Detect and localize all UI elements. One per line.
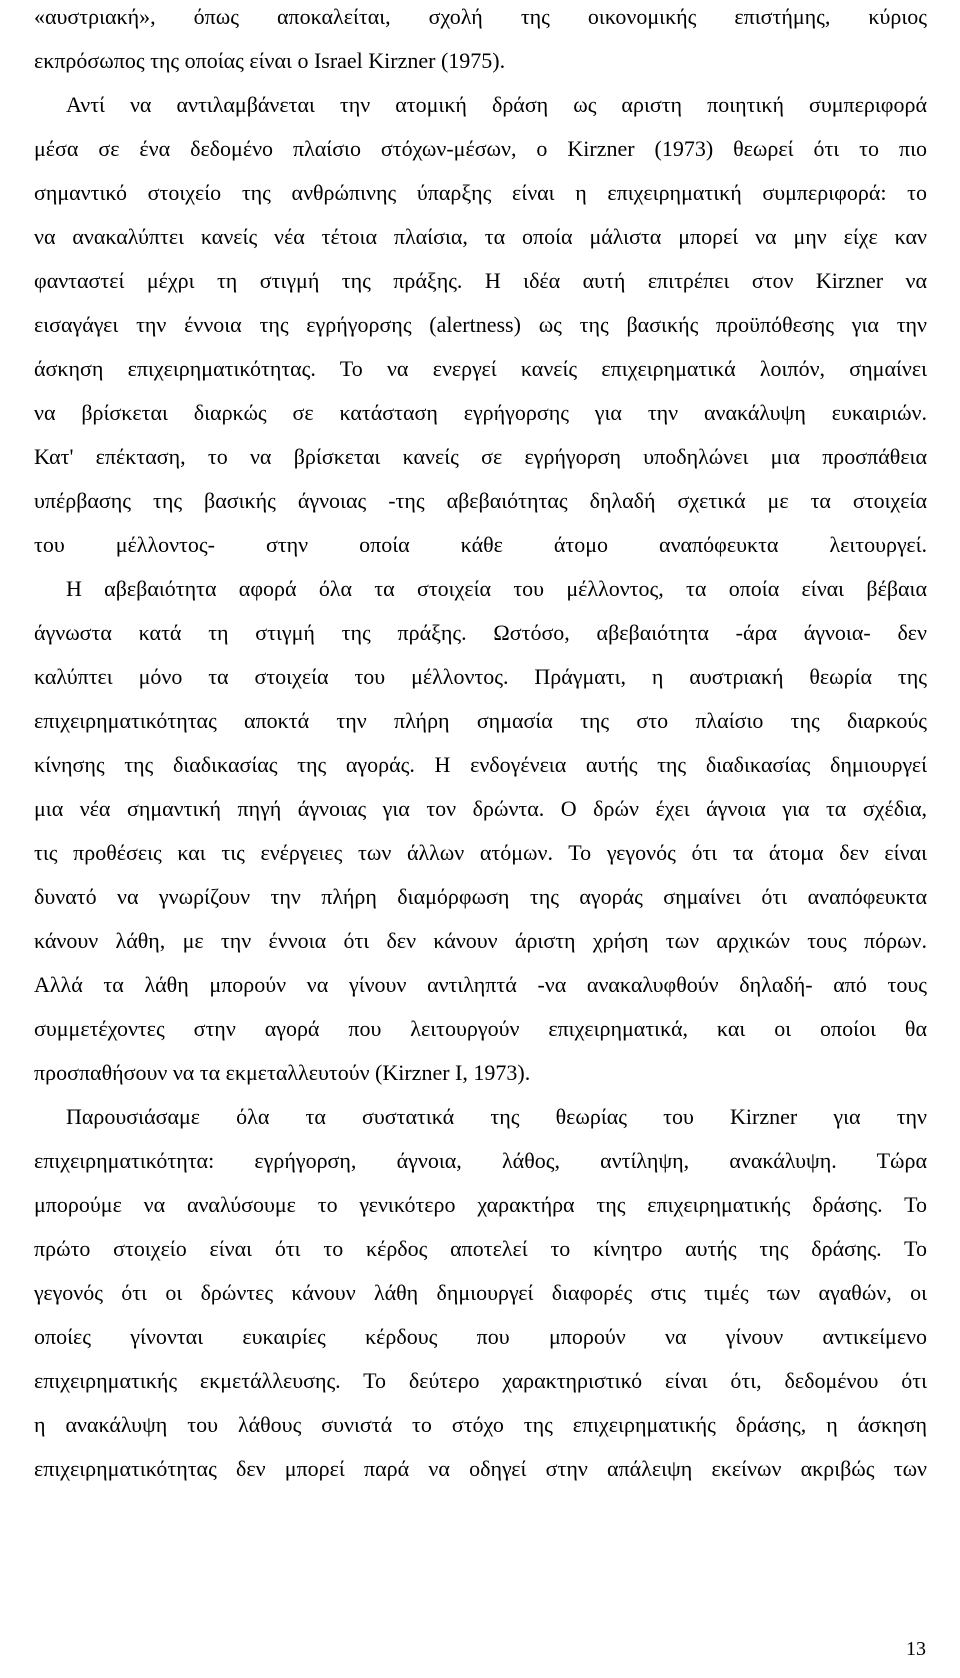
text-line: μέσα σε ένα δεδομένο πλαίσιο στόχων-μέσων, ο Kirzner (1973) θεωρεί ότι το πιο <box>34 136 927 161</box>
text-line: επιχειρηματικότητα: εγρήγορση, άγνοια, λάθος, αντίληψη, ανακάλυψη. Τώρα <box>34 1148 927 1173</box>
text-line: άγνωστα κατά τη στιγμή της πράξης. Ωστόσο, αβεβαιότητα -άρα άγνοια- δεν <box>34 620 927 645</box>
text-line: εκπρόσωπος της οποίας είναι ο Israel Kirzner (1975). <box>34 48 506 73</box>
text-line: καλύπτει μόνο τα στοιχεία του μέλλοντος. Πράγματι, η αυστριακή θεωρία της <box>34 664 927 689</box>
text-line: επιχειρηματικής εκμετάλλευσης. Το δεύτερο χαρακτηριστικό είναι ότι, δεδομένου ότι <box>34 1368 927 1393</box>
text-line: προσπαθήσουν να τα εκμεταλλευτούν (Kirzner I, 1973). <box>34 1060 531 1085</box>
text-line: Παρουσιάσαμε όλα τα συστατικά της θεωρίας του Kirzner για την <box>66 1104 927 1129</box>
text-line: Κατ' επέκταση, το να βρίσκεται κανείς σε εγρήγορση υποδηλώνει μια προσπάθεια <box>34 444 927 469</box>
text-line: τις προθέσεις και τις ενέργειες των άλλων ατόμων. Το γεγονός ότι τα άτομα δεν είναι <box>34 840 927 865</box>
text-line: δυνατό να γνωρίζουν την πλήρη διαμόρφωση της αγοράς σημαίνει ότι αναπόφευκτα <box>34 884 927 909</box>
text-line: του μέλλοντος- στην οποία κάθε άτομο αναπόφευκτα λειτουργεί. <box>34 532 927 557</box>
text-line: η ανακάλυψη του λάθους συνιστά το στόχο της επιχειρηματικής δράσης, η άσκηση <box>34 1412 927 1437</box>
text-line: Αντί να αντιλαμβάνεται την ατομική δράση ως αριστη ποιητική συμπεριφορά <box>66 92 927 117</box>
text-line: να ανακαλύπτει κανείς νέα τέτοια πλαίσια, τα οποία μάλιστα μπορεί να μην είχε καν <box>34 224 927 249</box>
text-line: κίνησης της διαδικασίας της αγοράς. Η ενδογένεια αυτής της διαδικασίας δημιουργεί <box>34 752 927 777</box>
page-number: 13 <box>906 1638 926 1660</box>
text-line: σημαντικό στοιχείο της ανθρώπινης ύπαρξης είναι η επιχειρηματική συμπεριφορά: το <box>34 180 927 205</box>
text-line: επιχειρηματικότητας αποκτά την πλήρη σημασία της στο πλαίσιο της διαρκούς <box>34 708 927 733</box>
text-line: γεγονός ότι οι δρώντες κάνουν λάθη δημιουργεί διαφορές στις τιμές των αγαθών, οι <box>34 1280 927 1305</box>
text-line: άσκηση επιχειρηματικότητας. Το να ενεργεί κανείς επιχειρηματικά λοιπόν, σημαίνει <box>34 356 927 381</box>
text-line: Η αβεβαιότητα αφορά όλα τα στοιχεία του μέλλοντος, τα οποία είναι βέβαια <box>66 576 927 601</box>
text-line: κάνουν λάθη, με την έννοια ότι δεν κάνουν άριστη χρήση των αρχικών τους πόρων. <box>34 928 927 953</box>
text-line: «αυστριακή», όπως αποκαλείται, σχολή της οικονομικής επιστήμης, κύριος <box>34 4 927 29</box>
text-line: Αλλά τα λάθη μπορούν να γίνουν αντιληπτά -να ανακαλυφθούν δηλαδή- από τους <box>34 972 927 997</box>
text-line: πρώτο στοιχείο είναι ότι το κέρδος αποτελεί το κίνητρο αυτής της δράσης. Το <box>34 1236 927 1261</box>
text-line: επιχειρηματικότητας δεν μπορεί παρά να οδηγεί στην απάλειψη εκείνων ακριβώς των <box>34 1456 927 1481</box>
text-line: οποίες γίνονται ευκαιρίες κέρδους που μπορούν να γίνουν αντικείμενο <box>34 1324 927 1349</box>
text-line: συμμετέχοντες στην αγορά που λειτουργούν επιχειρηματικά, και οι οποίοι θα <box>34 1016 927 1041</box>
text-line: μπορούμε να αναλύσουμε το γενικότερο χαρακτήρα της επιχειρηματικής δράσης. Το <box>34 1192 927 1217</box>
text-line: εισαγάγει την έννοια της εγρήγορσης (alertness) ως της βασικής προϋπόθεσης για την <box>34 312 927 337</box>
text-line: μια νέα σημαντική πηγή άγνοιας για τον δρώντα. Ο δρών έχει άγνοια για τα σχέδια, <box>34 796 927 821</box>
text-line: υπέρβασης της βασικής άγνοιας -της αβεβαιότητας δηλαδή σχετικά με τα στοιχεία <box>34 488 927 513</box>
text-line: φανταστεί μέχρι τη στιγμή της πράξης. Η ιδέα αυτή επιτρέπει στον Kirzner να <box>34 268 927 293</box>
text-line: να βρίσκεται διαρκώς σε κατάσταση εγρήγορσης για την ανακάλυψη ευκαιριών. <box>34 400 927 425</box>
